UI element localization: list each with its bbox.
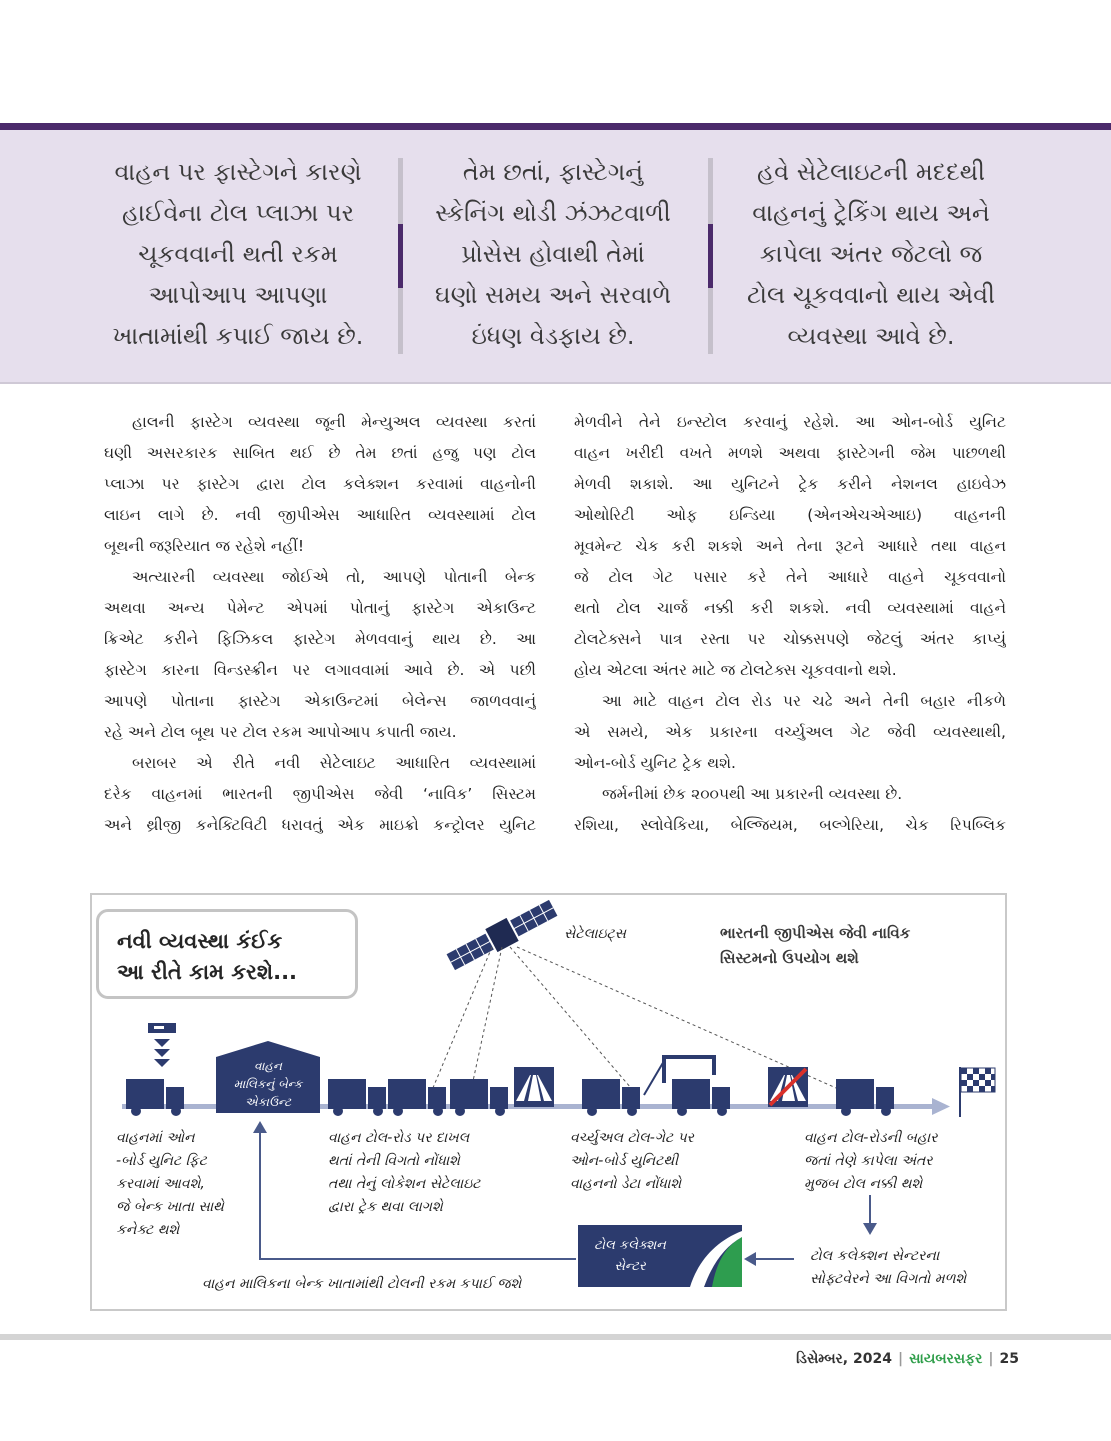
highlight-line: આપોઆપ આપણા (148, 281, 328, 309)
highlight-line: વ્યવસ્થા આવે છે. (787, 322, 955, 350)
body-line: મેળવીને તેને ઇન્સ્ટોલ કરવાનું રહેશે. આ ઓન-બોર્ડ યુનિટ (574, 413, 1006, 431)
body-line: ફાસ્ટેગ કારના વિન્ડસ્ક્રીન પર લગાવવામાં આવે છે. એ પછી (104, 661, 536, 679)
body-line: અને થ્રીજી કનેક્ટિવિટી ધરાવતું એક માઇક્રો કન્ટ્રોલર યુનિટ (104, 816, 536, 834)
highlights-bottom-rule (0, 382, 1111, 384)
navic-note (720, 921, 910, 971)
body-line: એ સમયે, એક પ્રકારના વર્ચ્યુઅલ ગેટ જેવી વ્યવસ્થાથી, (574, 723, 1006, 741)
step-line: કનેક્ટ થશે (116, 1222, 180, 1238)
body-line: ઘણી અસરકારક સાબિત થઈ છે તેમ છતાં હજુ પણ ટોલ (104, 444, 536, 462)
navic-line: સિસ્ટમનો ઉપયોગ થશે (720, 949, 859, 967)
step-line: ઓન-બોર્ડ યુનિટથી (570, 1153, 679, 1169)
road-arrow-icon (932, 1098, 950, 1115)
highlight-line: ખાતામાંથી કપાઈ જાય છે. (112, 322, 364, 350)
step-line: વાહન ટોલ-રોડ પર દાખલ (328, 1130, 470, 1146)
highlight-line: તેમ છતાં, ફાસ્ટેગનું (462, 158, 644, 186)
highlight-2 (393, 152, 713, 357)
body-line: જે ટોલ ગેટ પસાર કરે તેને આધારે વાહને ચૂકવવાનો (574, 568, 1006, 586)
body-line: અથવા અન્ય પેમેન્ટ એપમાં પોતાનું ફાસ્ટેગ એકાઉન્ટ (104, 599, 536, 617)
page-footer: ડિસેમ્બર, 2024 | સાયબરસફર | 25 (796, 1351, 1019, 1367)
article-column-left (104, 407, 536, 841)
note-line: સોફ્ટવેરને આ વિગતો મળશે (810, 1271, 967, 1287)
note-line: ટોલ કલેક્શન સેન્ટરના (810, 1248, 940, 1264)
bank-account-label (216, 1057, 320, 1111)
highlight-line: વાહન પર ફાસ્ટેગને કારણે (114, 158, 362, 186)
satellite-icon (445, 896, 560, 973)
body-line: આપણે પોતાના ફાસ્ટેગ એકાઉન્ટમાં બેલેન્સ જાળવવાનું (104, 692, 536, 710)
body-line: ક્રિએટ કરીને ફિઝિકલ ફાસ્ટેગ મેળવવાનું થાય છે. આ (104, 630, 536, 648)
highlight-line: પ્રોસેસ હોવાથી તેમાં (461, 240, 645, 268)
body-line: અત્યારની વ્યવસ્થા જોઈએ તો, આપણે પોતાની બેન્ક (132, 568, 536, 586)
highlight-line: વાહનનું ટ્રેકિંગ થાય અને (752, 199, 990, 227)
highlight-line: સ્કેનિંગ થોડી ઝંઝટવાળી (435, 199, 671, 227)
step-line: દ્વારા ટ્રેક થવા લાગશે (328, 1199, 443, 1215)
step-line: -બોર્ડ યુનિટ ફિટ (116, 1153, 207, 1169)
body-line: પ્લાઝા પર ફાસ્ટેગ દ્વારા ટોલ કલેક્શન કરવામાં વાહનોની (104, 475, 536, 493)
toll-center-note (810, 1245, 966, 1291)
brand-name: સાયબરસફર (909, 1351, 983, 1367)
highway-exit-sign-icon (768, 1067, 808, 1107)
truck-icon (450, 1079, 508, 1116)
step-2-label (328, 1127, 480, 1219)
highlight-line: ટોલ ચૂકવવાનો થાય એવી (747, 281, 995, 309)
toll-center-label (580, 1235, 680, 1277)
body-line: આ માટે વાહન ટોલ રોડ પર ચઢે અને તેની બહાર નીકળે (602, 692, 1006, 710)
step-line: વાહનનો ડેટા નોંધાશે (570, 1176, 682, 1192)
body-line: દરેક વાહનમાં ભારતની જીપીએસ જેવી ‘નાવિક’ સિસ્ટમ (104, 785, 536, 803)
step-line: કરવામાં આવશે, (116, 1176, 205, 1192)
highlight-line: હાઈવેના ટોલ પ્લાઝા પર (122, 199, 354, 227)
highlight-line: ઘણો સમય અને સરવાળે (434, 281, 672, 309)
issue-date: ડિસેમ્બર, 2024 (796, 1351, 892, 1367)
page-number: 25 (999, 1351, 1019, 1367)
navic-line: ભારતની જીપીએસ જેવી નાવિક (720, 924, 911, 942)
toll-center-line: સેન્ટર (614, 1259, 646, 1274)
bank-line: એકાઉન્ટ (244, 1095, 292, 1109)
highlight-3 (711, 152, 1031, 357)
truck-icon (672, 1079, 730, 1116)
deduction-label: વાહન માલિકના બેન્ક ખાતામાંથી ટોલની રકમ કપાઈ જશે (202, 1276, 522, 1292)
step-4-label (804, 1127, 937, 1196)
body-line: લાઇન લાગે છે. નવી જીપીએસ આધારિત વ્યવસ્થામાં ટોલ (104, 506, 536, 524)
body-line: ઓન-બોર્ડ યુનિટ ટ્રેક થશે. (574, 754, 736, 772)
footer-rule (0, 1334, 1111, 1340)
body-line: મૂવમેન્ટ ચેક કરી શકશે અને તેના રૂટને આધારે તથા વાહન (574, 537, 1006, 555)
body-line: હોય એટલા અંતર માટે જ ટોલટેક્સ ચૂકવવાનો થશે. (574, 661, 897, 679)
body-line: ટોલટેક્સને પાત્ર રસ્તા પર ચોક્કસપણે જેટલું અંતર કાપ્યું (574, 630, 1006, 648)
callout-line: નવી વ્યવસ્થા કંઈક (117, 929, 283, 953)
body-line: બરાબર એ રીતે નવી સેટેલાઇટ આધારિત વ્યવસ્થામાં (132, 754, 536, 772)
highlight-line: ઇંધણ વેડફાય છે. (471, 322, 635, 350)
step-3-label (570, 1127, 694, 1196)
truck-icon (126, 1079, 184, 1116)
bank-line: વાહન (254, 1059, 282, 1073)
body-line: મેળવી શકાશે. આ યુનિટને ટ્રેક કરીને નેશનલ હાઇવેઝ (574, 475, 1006, 493)
body-line: રશિયા, સ્લોવેકિયા, બેલ્જિયમ, બલ્ગેરિયા, ચેક રિપબ્લિક (574, 816, 1006, 834)
highlight-1 (78, 152, 398, 357)
step-line: તથા તેનું લોકેશન સેટેલાઇટ (328, 1176, 481, 1192)
step-line: જતાં તેણે કાપેલા અંતર (804, 1153, 933, 1169)
step-1-label (116, 1127, 224, 1242)
body-line: જર્મનીમાં છેક ૨૦૦૫થી આ પ્રકારની વ્યવસ્થા છે. (602, 785, 903, 803)
body-line: બૂથની જરૂરિયાત જ રહેશે નહીં! (104, 537, 305, 555)
finish-flag-icon (960, 1067, 995, 1117)
truck-icon (836, 1079, 894, 1116)
toll-center-line: ટોલ કલેક્શન (594, 1238, 666, 1253)
body-line: હાલની ફાસ્ટેગ વ્યવસ્થા જૂની મેન્યુઅલ વ્યવસ્થા કરતાં (132, 413, 536, 431)
body-line: થતો ટોલ ચાર્જ નક્કી કરી શકશે. નવી વ્યવસ્થામાં વાહને (574, 599, 1006, 617)
step-line: વાહનમાં ઓન (116, 1130, 195, 1146)
step-line: જે બેન્ક ખાતા સાથે (116, 1199, 224, 1215)
onboard-unit-icon (148, 1023, 176, 1067)
article-column-right (574, 407, 1006, 841)
truck-icon (582, 1079, 640, 1116)
diagram-callout (96, 909, 358, 999)
body-line: વાહન ખરીદી વખતે મળશે અથવા ફાસ્ટેગની જેમ પાછળથી (574, 444, 1006, 462)
toll-system-diagram (90, 893, 1007, 1311)
top-rule (0, 123, 1111, 130)
step-line: થતાં તેની વિગતો નોંધાશે (328, 1153, 460, 1169)
truck-icon (388, 1079, 446, 1116)
highlight-line: કાપેલા અંતર જેટલો જ (759, 240, 983, 268)
bank-line: માલિકનું બેન્ક (233, 1077, 303, 1091)
step-line: વાહન ટોલ-રોડની બહાર (804, 1130, 938, 1146)
highlight-line: હવે સેટેલાઇટની મદદથી (757, 158, 985, 186)
step-line: વર્ચ્યુઅલ ટોલ-ગેટ પર (570, 1130, 694, 1146)
highway-entry-sign-icon (514, 1067, 554, 1107)
step-line: મુજબ ટોલ નક્કી થશે (804, 1176, 923, 1192)
highlights-band (0, 130, 1111, 382)
highlight-line: ચૂકવવાની થતી રકમ (138, 240, 338, 268)
callout-line: આ રીતે કામ કરશે... (117, 960, 298, 984)
satellites-label: સેટેલાઇટ્સ (564, 926, 626, 942)
truck-icon (328, 1079, 386, 1116)
body-line: રહે અને ટોલ બૂથ પર ટોલ રકમ આપોઆપ કપાતી જાય. (104, 723, 457, 741)
body-line: ઓથોરિટી ઓફ ઇન્ડિયા (એનએચએઆઇ) વાહનની (574, 506, 1006, 524)
